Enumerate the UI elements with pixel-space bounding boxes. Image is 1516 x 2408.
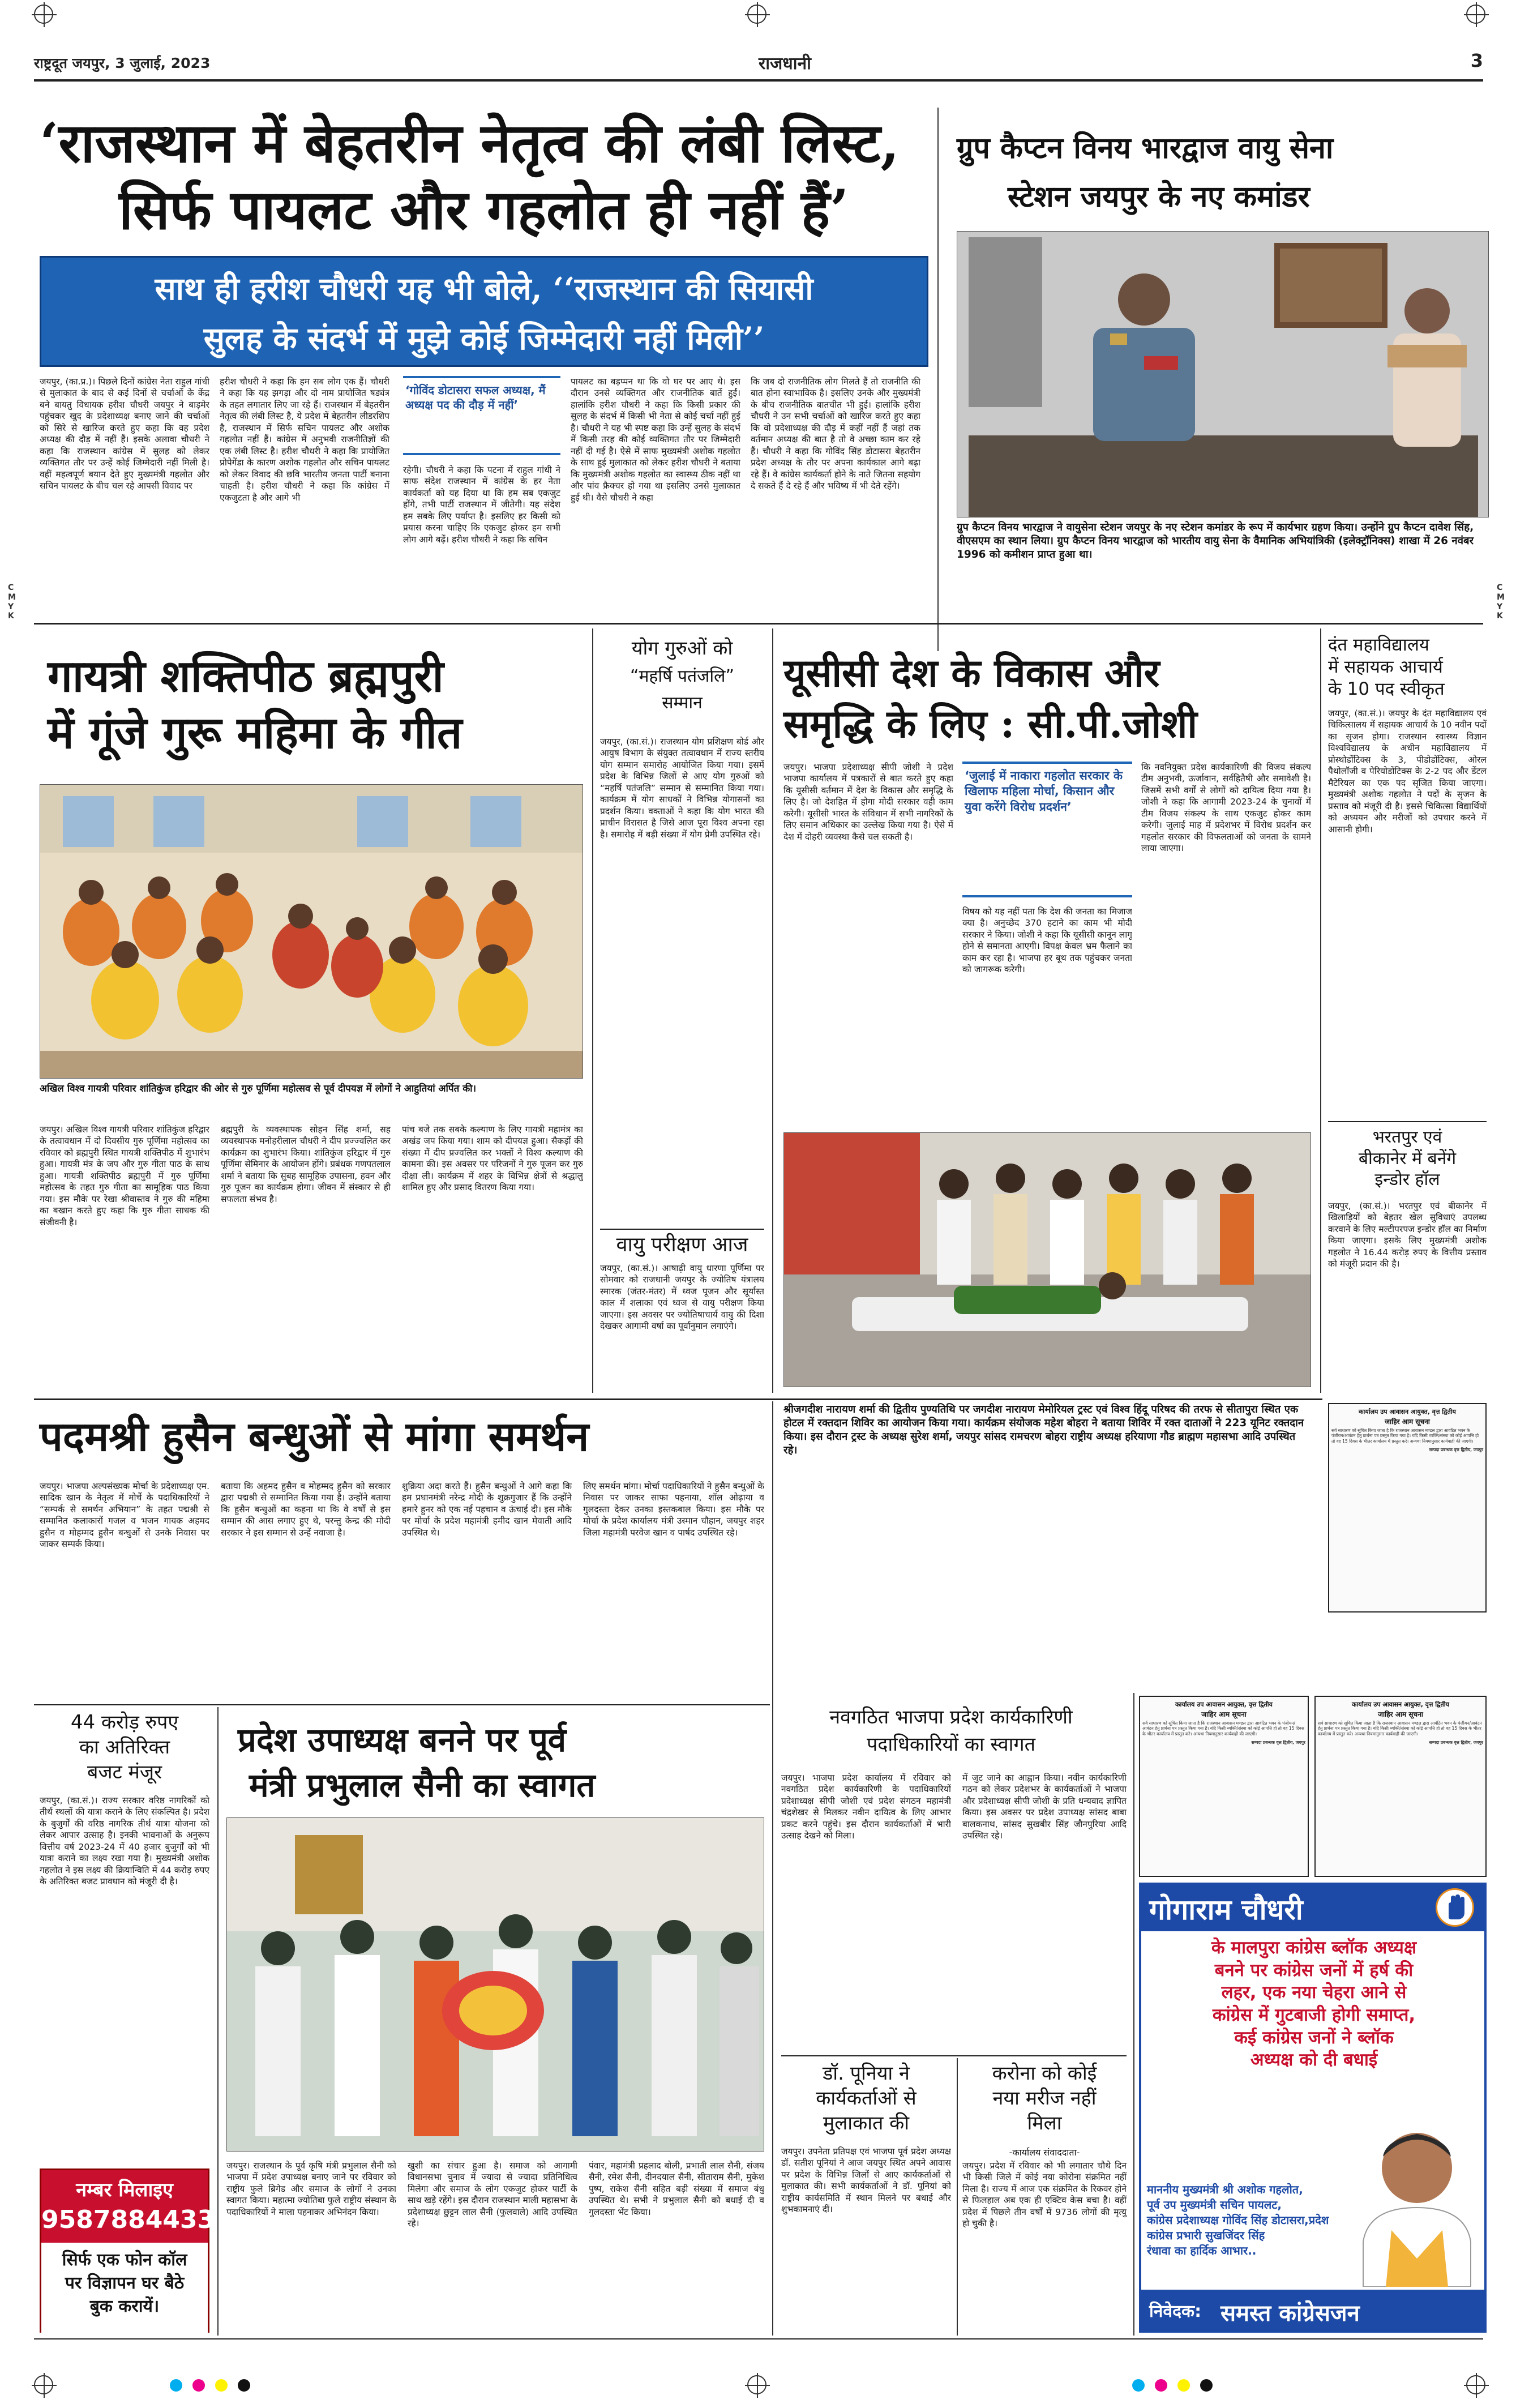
public-notice-3 — [1314, 1696, 1487, 1877]
lead-body-col2: हरीश चौधरी ने कहा कि हम सब लोग एक हैं। चौधरी ने कहा कि यह झगड़ा और दो नाम प्रायोजित षड्यंत्र के तहत लगातार लिए जा रहे हैं। राजस्थान में बेहतरीन नेतृत्व की लंबी लिस्ट है, ये प्रदेश में बेहतरीन लीडरशिप है, राजस्थान में सिर्फ सचिन पायलट और अशोक गहलोत नहीं हैं। कांग्रेस में अनुभवी राजनीतिज्ञों की एक लंबी लिस्ट है। हरीश चौधरी ने कहा कि प्रायोजित प्रोपेगेंडा के कारण अशोक गहलोत और सचिन पायलट को लेकर विवाद की छवि भारतीय जनता पार्टी बनाना चाहती है। हरीश चौधरी ने कहा कि कांग्रेस में एकजुटता है और आगे भी — [220, 377, 389, 503]
poonia-body: जयपुर। उपनेता प्रतिपक्ष एवं भाजपा पूर्व प्रदेश अध्यक्ष डॉ. सतीश पूनियां ने आज जयपुर स्थित अपने आवास पर प्रदेश के विभिन्न जिलों से आए कार्यकर्ताओं से मुलाकात की। सभी कार्यकर्ताओं ने डॉ. पूनियां को राष्ट्रीय कार्यसमिति में स्थान मिलने पर बधाई और शुभकामनाएं दीं। — [781, 2146, 951, 2215]
lead-subhead-line1: साथ ही हरीश चौधरी यह भी बोले, ‘‘राजस्थान की सियासी — [155, 270, 813, 307]
ucc-body-col1: जयपुर। भाजपा प्रदेशाध्यक्ष सीपी जोशी ने प्रदेश भाजपा कार्यालय में पत्रकारों से बात करते हुए कहा कि यूसीसी वर्तमान में देश के विकास और समृद्धि के लिए है। जो देशहित में होगा मोदी सरकार वही काम करेगी। यूसीसी भारत के संविधान में सभी नागरिकों के लिए समान अधिकार का उल्लेख किया गया है। ऐसे में देश में दोहरी व्यवस्था कैसे चल सकती है। — [783, 762, 953, 842]
lead-body-col5: कि जब दो राजनीतिक लोग मिलते हैं तो राजनीति की बात होना स्वाभाविक है। इसलिए उनके और मुख्यमंत्री के बीच राजनीतिक बातचीत भी हुई। हालांकि हरीश चौधरी ने उन सभी चर्चाओं को खारिज करते हुए कहा कि वो प्रदेशाध्यक्ष की दौड़ में कहीं नहीं हैं जहां तक वर्तमान अध्यक्ष की बात है तो वे अच्छा काम कर रहे हैं। चौधरी ने कहा कि गोविंद सिंह डोटासरा बेहतरीन प्रदेश अध्यक्ष के तौर पर अपना कार्यकाल आगे बढ़ा रहे हैं। वे कांग्रेस कार्यकर्ता होने के नाते जितना सहयोग दे सकते हैं दे रहे हैं और भविष्य में भी देते रहेंगे। — [751, 377, 920, 491]
gogaram-ad-thanks — [1147, 2182, 1362, 2259]
dental-body: जयपुर, (का.सं.)। जयपुर के दंत महाविद्यालय एवं चिकित्सालय में सहायक आचार्य के 10 नवीन पदों का सृजन होगा। राजस्थान स्वास्थ्य विज्ञान विश्वविद्यालय के अधीन महाविद्यालय में प्रोस्थोडोंटिक्स के 3, पीडोडोंटिक्स, ओरल पैथोलॉजी व पेरियोडोंटिक्स के 2-2 पद और डेंटल मैटेरियल का एक पद सृजित किया जाएगा। मुख्यमंत्री अशोक गहलोत ने पदों के सृजन के प्रस्ताव को मंजूरी दी है। इससे चिकित्सा विद्यार्थियों को अध्ययन और मरीजों को उपचार करने में आसानी होगी। — [1328, 708, 1487, 835]
section-rule-1 — [34, 623, 1483, 625]
gogaram-ad-thanks2: पूर्व उप मुख्यमंत्री सचिन पायलट, — [1147, 2198, 1282, 2212]
lead-headline-line2: सिर्फ पायलट और गहलोत ही नहीं हैं’ — [119, 178, 849, 242]
corona-headline-line2: नया मरीज नहीं — [992, 2087, 1097, 2110]
bjp-exec-headline-line1: नवगठित भाजपा प्रदेश कार्यकारिणी — [829, 1706, 1073, 1729]
bharatpur-headline-line2: बीकानेर में बनेंगे — [1358, 1148, 1457, 1169]
right-cmyk-mark: C M Y K — [1497, 583, 1505, 621]
column-rule-bottom-4 — [1133, 1693, 1134, 2336]
gogaram-ad-name-band — [1141, 1885, 1484, 1931]
corona-headline-line3: मिला — [1027, 2112, 1062, 2135]
gayatri-photo — [40, 784, 583, 1079]
blood-donation-photo-illustration — [784, 1133, 1311, 1387]
saini-headline-line1: प्रदेश उपाध्यक्ष बनने पर पूर्व — [238, 1721, 567, 1759]
gogaram-ad-thanks5: रंधावा का हार्दिक आभार.. — [1147, 2244, 1257, 2257]
padmashri-headline: पदमश्री हुसैन बन्धुओं से मांगा समर्थन — [40, 1412, 589, 1460]
public-notice-2-signature: सम्पदा प्रबन्धक वृत्त द्वितीय, जयपुर — [1251, 1739, 1305, 1745]
saini-body-col2: खुशी का संचार हुआ है। समाज को आगामी विधानसभा चुनाव में ज्यादा से ज्यादा प्रतिनिधित्व मिलेगा और समाज के लोग एकजुट होकर पार्टी के साथ खड़े रहेंगे। इस दौरान राजस्थान माली महासभा के प्रदेशाध्यक्ष छुट्टन लाल सैनी (फुलवाले) आदि उपस्थित रहे। — [408, 2161, 577, 2229]
bottom-rule — [34, 2338, 1483, 2339]
public-notice-3-title: कार्यालय उप आवासन आयुक्त, वृत्त द्वितीय — [1352, 1701, 1449, 1708]
lead-subhead-line2: सुलह के संदर्भ में मुझे कोई जिम्मेदारी नहीं मिली’’ — [203, 320, 765, 357]
gayatri-body-col3: पांच बजे तक सबके कल्याण के लिए गायत्री महामंत्र का अखंड जप किया गया। शाम को दीपयज्ञ हुआ। सैकड़ों की संख्या में दीप प्रज्वलित कर भक्तों ने विश्व कल्याण की कामना की। इस अवसर पर परिजनों ने गुरु पूजन कर गुरु दीक्षा ली। कार्यक्रम में शहर के विभिन्न क्षेत्रों से श्रद्धालु शामिल हुए और प्रसाद वितरण किया गया। — [402, 1124, 583, 1193]
masthead-dateline: राष्ट्रदूत जयपुर, 3 जुलाई, 2023 — [34, 55, 211, 71]
dental-bottom-rule — [1328, 1121, 1487, 1122]
bharatpur-headline — [1328, 1127, 1487, 1191]
bharatpur-body: जयपुर, (का.सं.)। भरतपुर एवं बीकानेर में खिलाड़ियों को बेहतर खेल सुविधाएं उपलब्ध करवाने के लिए मल्टीपरपज इन्डोर हॉल का निर्माण किया जाएगा। इसके लिए मुख्यमंत्री अशोक गहलोत ने 16.44 करोड़ रुपए के वित्तीय प्रस्ताव को मंजूरी प्रदान की है। — [1328, 1201, 1487, 1269]
bharatpur-headline-line1: भरतपुर एवं — [1372, 1127, 1442, 1147]
hand-icon — [1437, 1890, 1472, 1925]
black-dot-1 — [238, 2379, 250, 2392]
column-rule-bottom-3 — [957, 2058, 958, 2336]
number-ad-line1: नम्बर मिलाइए — [76, 2179, 173, 2201]
padmashri-body-col2: बताया कि अहमद हुसैन व मोहम्मद हुसैन को सरकार द्वारा पद्मश्री से सम्मानित किया गया है। उन्होंने बताया कि हुसैन बन्धुओं का कहना था कि वे वर्षों से इस सम्मान की आस लगाए हुए थे, परन्तु केन्द्र की मोदी सरकार ने इस सम्मान से उन्हें नवाजा है। — [221, 1481, 391, 1538]
gogaram-ad-footer-label: निवेदक: — [1149, 2302, 1202, 2321]
gogaram-ad-message — [1147, 1937, 1481, 2072]
number-ad-line4: बुक करायें। — [89, 2296, 160, 2316]
saini-body-col3: पंवार, महामंत्री प्रहलाद बोली, प्रभाती लाल सैनी, संजय सैनी, रमेश सैनी, दीनदयाल सैनी, सीताराम सैनी, मुकेश पुष्प, राकेश सैनी सहित बड़ी संख्या में समाज बंधु उपस्थित थे। सभी ने प्रभुलाल सैनी को बधाई दी व गुलदस्ता भेंट किया। — [589, 2161, 764, 2217]
lead-body-col4: पायलट का बड़प्पन था कि वो घर पर आए थे। इस दौरान उनसे व्यक्तिगत और राजनीतिक बातें हुईं। हालांकि हरीश चौधरी ने कहा कि किसी प्रकार की सुलह के संदर्भ में किसी भी नेता से कोई चर्चा नहीं हुई है। चौधरी ने यह भी स्पष्ट कहा कि उन्हें सुलह के संदर्भ में किसी तरह की कोई व्यक्तिगत तौर पर जिम्मेदारी नहीं दी गई है। ऐसे में साफ मुख्यमंत्री अशोक गहलोत के साथ हुई मुलाकात को लेकर हरीश चौधरी ने बताया कि मुख्यमंत्री अशोक गहलोत का स्वास्थ्य ठीक नहीं था और पांव फ्रैक्चर हो गया था इसलिए उनसे मुलाकात हुई थी। वैसे चौधरी ने कहा — [571, 377, 740, 503]
ucc-body-col2: विषय को यह नहीं पता कि देश की जनता का मिजाज क्या है। अनुच्छेद 370 हटाने का काम भी मोदी सरकार ने किया। जोशी ने कहा कि यूसीसी कानून लागू होने से समानता आएगी। विपक्ष केवल भ्रम फैलाने का काम कर रहा है। भाजपा हर बूथ तक पहुंचकर जनता को जागरूक करेगी। — [962, 906, 1132, 975]
congress-hand-logo — [1436, 1888, 1474, 1927]
lead-subhead-band — [40, 256, 928, 367]
gayatri-photo-illustration — [40, 785, 583, 1079]
gogaram-ad-line1: के मालपुरा कांग्रेस ब्लॉक अध्यक्ष — [1211, 1937, 1417, 1958]
column-rule-top-right — [937, 108, 939, 651]
lead-headline-line1: ‘राजस्थान में बेहतरीन नेतृत्व की लंबी लिस्ट, — [40, 111, 900, 175]
public-notice-1-signature: सम्पदा प्रबन्धक वृत्त द्वितीय, जयपुर — [1429, 1447, 1483, 1452]
gogaram-ad-thanks3: कांग्रेस प्रदेशाध्यक्ष गोविंद सिंह डोटासरा,प्रदेश — [1147, 2213, 1329, 2227]
vinay-photo-illustration — [957, 232, 1489, 517]
masthead-section: राजधानी — [759, 54, 811, 74]
bjp-exec-headline-line2: पदाधिकारियों का स्वागत — [866, 1733, 1036, 1756]
dental-headline-line3: के 10 पद स्वीकृत — [1328, 678, 1445, 699]
padmashri-body-col1: जयपुर। भाजपा अल्पसंख्यक मोर्चा के प्रदेशाध्यक्ष एम. सादिक खान के नेतृत्व में मोर्चे के पदाधिकारियों ने “सम्पर्क से समर्थन अभियान” के तहत पद्मश्री से सम्मानित कलाकारों गजल व भजन गायक अहमद हुसैन व मोहम्मद हुसैन बन्धुओं से उनके निवास पर जाकर सम्पर्क किया। — [40, 1481, 209, 1550]
budget-headline — [40, 1710, 209, 1785]
bjp-exec-body-col1: जयपुर। भाजपा प्रदेश कार्यालय में रविवार को नवगठित प्रदेश कार्यकारिणी के पदाधिकारियों प्रदेशाध्यक्ष सीपी जोशी एवं प्रदेश संगठन महामंत्री चंद्रशेखर से मिलकर नवीन दायित्व के लिए आभार प्रकट करने पहुंचे। इस दौरान कार्यकर्ताओं में भारी उत्साह देखने को मिला। — [781, 1773, 951, 1841]
section-rule-3 — [34, 1704, 770, 1705]
air-body: जयपुर, (का.सं.)। आषाढ़ी वायु धारणा पूर्णिमा पर सोमवार को राजधानी जयपुर के ज्योतिष यंत्रालय स्मारक (जंतर-मंतर) में ध्वज पूजन और सूर्यास्त काल में शलाका एवं ध्वज से वायु परीक्षण किया जाएगा। इस अवसर पर ज्योतिषाचार्य वायु की दिशा देखकर आगामी वर्षा का पूर्वानुमान लगाएंगे। — [600, 1263, 764, 1332]
section-rule-2 — [34, 1398, 1322, 1400]
column-rule-bottom-2 — [772, 1401, 773, 2336]
vinay-headline-line1: ग्रुप कैप्टन विनय भारद्वाज वायु सेना — [957, 131, 1334, 165]
magenta-dot-2 — [1155, 2379, 1167, 2392]
poonia-headline-line2: कार्यकर्ताओं से — [816, 2087, 917, 2110]
dental-headline-line2: में सहायक आचार्य — [1328, 656, 1443, 677]
column-rule-mid-3 — [1320, 628, 1321, 1393]
number-ad-number[interactable]: 9587884433 — [41, 2205, 215, 2234]
gogaram-ad-line5: कई कांग्रेस जनों ने ब्लॉक — [1234, 2027, 1394, 2048]
corona-headline — [962, 2061, 1127, 2136]
public-notice-2-body: सर्व साधारण को सूचित किया जाता है कि राजस्थान आवासन मण्डल द्वारा आवंटित भवन के पंजीयन/आवंटन हेतु प्रार्थना पत्र प्रस्तुत किया गया है। यदि किसी व्यक्ति/संस्था को कोई आपत्ति हो तो वह 15 दिवस के भीतर कार्यालय में प्रस्तुत करे। अन्यथा नियमानुसार कार्यवाही की जाएगी। — [1142, 1720, 1304, 1737]
public-notice-1-subtitle: जाहिर आम सूचना — [1385, 1417, 1430, 1426]
saini-photo — [226, 1817, 764, 2152]
budget-headline-line1: 44 करोड़ रुपए — [70, 1711, 179, 1734]
public-notice-2 — [1139, 1696, 1309, 1877]
cyan-dot-2 — [1132, 2379, 1145, 2392]
gayatri-body-col1: जयपुर। अखिल विश्व गायत्री परिवार शांतिकुंज हरिद्वार के तत्वावधान में दो दिवसीय गुरु पूर्णिमा महोत्सव का रविवार को ब्रह्मपुरी स्थित गायत्री शक्तिपीठ में शुभारंभ हुआ। गायत्री मंत्र के जप और गुरु गीता पाठ के साथ हुआ। गायत्री शक्तिपीठ ब्रह्मपुरी में गुरु पूर्णिमा महोत्सव के तहत गुरु गीता का सामूहिक पाठ किया गया। इस मौके पर रेखा श्रीवास्तव ने गुरु की महिमा का बखान करते हुए कहा कि गुरु गीता साधक की संजीवनी है। — [40, 1124, 209, 1227]
gogaram-portrait — [1352, 2117, 1482, 2287]
gogaram-ad — [1139, 1883, 1487, 2333]
yoga-headline-line3: सम्मान — [662, 693, 703, 713]
budget-headline-line3: बजट मंजूर — [87, 1761, 162, 1784]
poonia-headline-line3: मुलाकात की — [823, 2112, 910, 2135]
ucc-pullquote: ‘जुलाई में नाकारा गहलोत सरकार के खिलाफ महिला मोर्चा, किसान और युवा करेंगे विरोध प्रदर्शन’ — [962, 762, 1132, 897]
gogaram-ad-line6: अध्यक्ष को दी बधाई — [1250, 2050, 1378, 2071]
registration-mark-bottom-right — [1466, 2375, 1485, 2394]
registration-mark-top-right — [1466, 5, 1485, 24]
public-notice-3-subtitle: जाहिर आम सूचना — [1378, 1710, 1423, 1718]
yellow-dot-1 — [215, 2379, 228, 2392]
gogaram-ad-name: गोगाराम चौधरी — [1149, 1893, 1303, 1926]
gogaram-ad-thanks1: माननीय मुख्यमंत्री श्री अशोक गहलोत, — [1147, 2183, 1303, 2196]
budget-headline-line2: का अतिरिक्त — [79, 1736, 170, 1759]
blood-donation-photo — [783, 1132, 1311, 1387]
gogaram-ad-footer-name: समस्त कांग्रेसजन — [1220, 2300, 1360, 2326]
yoga-headline — [600, 634, 764, 713]
padmashri-body-col3: शुक्रिया अदा करते हैं। हुसैन बन्धुओं ने आगे कहा कि हम प्रधानमंत्री नरेन्द्र मोदी के शुक्रगुजार हैं कि उन्होंने हमारे हुनर को एक नई पहचान व ऊंचाई दी। इस मौके पर मोर्चा के प्रदेश महामंत्री हमीद खान मेवाती आदि उपस्थित थे। — [402, 1481, 572, 1538]
lead-pullquote: ‘गोविंद डोटासरा सफल अध्यक्ष, मैं अध्यक्ष पद की दौड़ में नहीं’ — [403, 376, 560, 455]
black-dot-2 — [1200, 2379, 1213, 2392]
public-notice-3-signature: सम्पदा प्रबन्धक वृत्त द्वितीय, जयपुर — [1429, 1739, 1483, 1745]
cyan-dot-1 — [170, 2379, 182, 2392]
saini-photo-illustration — [227, 1818, 764, 2152]
registration-mark-top-left — [34, 5, 53, 24]
gogaram-ad-footer — [1141, 2290, 1484, 2330]
corona-headline-line1: करोना को कोई — [992, 2062, 1097, 2085]
public-notice-2-subtitle: जाहिर आम सूचना — [1201, 1710, 1247, 1718]
ucc-headline-line2: समृद्धि के लिए : सी.पी.जोशी — [783, 702, 1198, 747]
saini-headline-line2: मंत्री प्रभुलाल सैनी का स्वागत — [249, 1766, 596, 1804]
gogaram-ad-line4: कांग्रेस में गुटबाजी होगी समाप्त, — [1212, 2005, 1416, 2026]
corona-byline: -कार्यालय संवाददाता- — [1009, 2147, 1080, 2158]
poonia-headline-line1: डॉ. पूनिया ने — [823, 2062, 910, 2085]
number-ad-lower-panel — [41, 2243, 208, 2334]
ucc-headline-line1: यूसीसी देश के विकास और — [783, 651, 1160, 696]
gogaram-ad-thanks4: कांग्रेस प्रभारी सुखजिंदर सिंह — [1147, 2229, 1265, 2242]
gayatri-body-col2: ब्रह्मपुरी के व्यवस्थापक सोहन सिंह शर्मा, सह व्यवस्थापक मनोहरीलाल चौधरी ने दीप प्रज्ज्वलित कर कार्यक्रम का शुभारंभ किया। शांतिकुंज हरिद्वार में गुरु पूर्णिमा सेमिनार के आयोजन होंगे। प्रबंधक गणपतलाल शर्मा ने बताया कि सुबह सामूहिक उपासना, हवन और गुरु पूजन का कार्यक्रम होगा। जीवन में संस्कार से ही सफलता संभव है। — [221, 1124, 391, 1204]
lead-body-col1: जयपुर, (का.प्र.)। पिछले दिनों कांग्रेस नेता राहुल गांधी से मुलाकात के बाद से कई दिनों से चर्चाओं के केंद्र बने बायतु विधायक हरीश चौधरी जयपुर ने बाड़मेर पहुंचकर खुद के प्रदेशाध्यक्ष बनाए जाने की चर्चाओं को सिरे से खारिज करते हुए कहा कि वह प्रदेश अध्यक्ष की दौड़ में नहीं हैं। इसके अलावा चौधरी ने कहा कि राजस्थान कांग्रेस में सुलह को लेकर व्यक्तिगत तौर पर उन्हें कोई जिम्मेदारी नहीं मिली है। वहीं महत्वपूर्ण बयान देते हुए मुख्यमंत्री गहलोत और सचिन पायलट के बीच चल रहे आपसी विवाद पर — [40, 377, 209, 491]
left-cmyk-mark: C M Y K — [8, 583, 16, 621]
public-notice-1 — [1328, 1403, 1487, 1613]
air-headline: वायु परीक्षण आज — [616, 1233, 748, 1256]
gogaram-ad-line3: लहर, एक नया चेहरा आने से — [1221, 1982, 1407, 2003]
column-rule-mid-1 — [592, 628, 593, 1393]
budget-body: जयपुर, (का.सं.)। राज्य सरकार वरिष्ठ नागरिकों को तीर्थ स्थलों की यात्रा कराने के लिए संकल्पित है। प्रदेश के बुजुर्गों की वरिष्ठ नागरिक तीर्थ यात्रा योजना को लेकर आपार उत्साह है। इनकी भावनाओं के अनुरूप वित्तीय वर्ष 2023-24 में 40 हजार बुजुर्गों को भी यात्रा कराने का लक्ष्य रखा गया है। मुख्यमंत्री अशोक गहलोत ने इस लक्ष्य की क्रियान्विति में 44 करोड़ रुपए के अतिरिक्त बजट प्रावधान को मंजूरी दी है। — [40, 1795, 209, 1887]
public-notice-1-title: कार्यालय उप आवासन आयुक्त, वृत्त द्वितीय — [1359, 1408, 1456, 1415]
magenta-dot-1 — [192, 2379, 205, 2392]
ucc-body-col3: कि नवनियुक्त प्रदेश कार्यकारिणी की विजय संकल्प टीम अनुभवी, ऊर्जावान, सर्वहितैषी और समावेशी है। जिसमें सभी वर्गों से लोगों को दायित्व दिया गया है। जोशी ने कहा कि आगामी 2023-24 के चुनावों में टीम विजय संकल्प के साथ एकजुट होकर काम करेगी। जुलाई माह में प्रदेशभर में विरोध प्रदर्शन कर गहलोत सरकार की विफलताओं को जनता के सामने लाया जाएगा। — [1141, 762, 1311, 854]
yoga-body: जयपुर, (का.सं.)। राजस्थान योग प्रशिक्षण बोर्ड और आयुष विभाग के संयुक्त तत्वावधान में राज्य स्तरीय योग सम्मान समारोह आयोजित किया गया। इसमें प्रदेश के विभिन्न जिलों से आए योग गुरुओं को “महर्षि पतंजलि” सम्मान से सम्मानित किया गया। कार्यक्रम में योग साधकों ने विभिन्न योगासनों का प्रदर्शन किया। वक्ताओं ने कहा कि योग भारत की प्राचीन विरासत है जिसे आज पूरा विश्व अपना रहा है। समारोह में बड़ी संख्या में योग प्रेमी उपस्थित रहे। — [600, 737, 764, 840]
vinay-headline-line2: स्टेशन जयपुर के नए कमांडर — [1008, 179, 1310, 214]
bjp-exec-body-col2: में जुट जाने का आह्वान किया। नवीन कार्यकारिणी गठन को लेकर प्रदेशभर के कार्यकर्ताओं ने भाजपा और प्रदेशाध्यक्ष सीपी जोशी के प्रति धन्यवाद ज्ञापित किया। इस अवसर पर प्रदेश उपाध्यक्ष सांसद बाबा बालकनाथ, सांसद सुखबीर सिंह जौनपुरिया आदि उपस्थित रहे। — [962, 1773, 1127, 1841]
column-rule-mid-2 — [772, 628, 773, 1393]
saini-body-col1: जयपुर। राजस्थान के पूर्व कृषि मंत्री प्रभुलाल सैनी को भाजपा में प्रदेश उपाध्यक्ष बनाए जाने पर रविवार को राष्ट्रीय फुले ब्रिगेड और समाज के लोगों ने उनका स्वागत किया। महात्मा ज्योतिबा फुले राष्ट्रीय संस्थान के पदाधिकारियों ने माला पहनाकर अभिनंदन किया। — [226, 2161, 396, 2217]
yoga-headline-line1: योग गुरुओं को — [631, 637, 733, 660]
bharatpur-headline-line3: इन्डोर हॉल — [1374, 1170, 1440, 1190]
lead-body-col3: रहेगी। चौधरी ने कहा कि पटना में राहुल गांधी ने साफ संदेश राजस्थान में कांग्रेस के हर नेता कार्यकर्ता को यह दिया था कि हम सब एकजुट होंगे, तभी पार्टी राजस्थान में जीतेगी। यह संदेश हम सबके लिए पर्याप्त है। इसलिए हर किसी को प्रयास करना चाहिए कि एकजुट होकर हम सभी लोग आगे बढ़ें। हरीश चौधरी ने कहा कि सचिन — [403, 465, 560, 545]
masthead — [34, 48, 1483, 77]
padmashri-body-col4: लिए समर्थन मांगा। मोर्चा पदाधिकारियों ने हुसैन बन्धुओं के निवास पर जाकर साफा पहनाया, शॉल ओढ़ाया व गुलदस्ता देकर उनका इस्तकबाल किया। इस मौके पर मोर्चा के प्रदेश कार्यालय मंत्री उस्मान चौहान, जयपुर शहर जिला महामंत्री परवेज खान व पार्षद उपस्थित रहे। — [583, 1481, 764, 1538]
column-rule-bottom-1 — [217, 1707, 219, 2336]
yellow-dot-2 — [1177, 2379, 1190, 2392]
corona-body: जयपुर। प्रदेश में रविवार को भी लगातार चौथे दिन भी किसी जिले में कोई नया कोरोना संक्रमित नहीं मिला है। राज्य में आज एक संक्रमित के रिकवर होने से फिलहाल अब एक ही एक्टिव केस बचा है। वहीं प्रदेश में पिछले तीन वर्षों में 9736 लोगों की मृत्यु हो चुकी है। — [962, 2161, 1127, 2229]
masthead-rule — [34, 79, 1483, 82]
bjp-exec-bottom-rule — [781, 2055, 1127, 2056]
registration-mark-top-center — [747, 5, 766, 24]
public-notice-1-body: सर्व साधारण को सूचित किया जाता है कि राजस्थान आवासन मण्डल द्वारा आवंटित भवन के पंजीयन/आवंटन हेतु प्रार्थना पत्र प्रस्तुत किया गया है। यदि किसी व्यक्ति/संस्था को कोई आपत्ति हो तो वह 15 दिवस के भीतर कार्यालय में प्रस्तुत करे। अन्यथा नियमानुसार कार्यवाही की जाएगी। — [1331, 1427, 1479, 1444]
registration-mark-bottom-center — [747, 2375, 766, 2394]
gayatri-caption: अखिल विश्व गायत्री परिवार शांतिकुंज हरिद्वार की ओर से गुरु पूर्णिमा महोत्सव से पूर्व दीपयज्ञ में लोगों ने आहुतियां अर्पित की। — [40, 1083, 477, 1094]
page-number: 3 — [1470, 50, 1483, 71]
gogaram-portrait-illustration — [1352, 2117, 1482, 2287]
bjp-exec-headline — [781, 1704, 1121, 1758]
dental-headline-line1: दंत महाविद्यालय — [1328, 635, 1429, 655]
gogaram-ad-line2: बनने पर कांग्रेस जनों में हर्ष की — [1214, 1960, 1414, 1981]
vinay-caption: ग्रुप कैप्टन विनय भारद्वाज ने वायुसेना स्टेशन जयपुर के नए स्टेशन कमांडर के रूप में कार्यभार ग्रहण किया। उन्होंने ग्रुप कैप्टन दावेश सिंह, वीएसएम का स्थान लिया। ग्रुप कैप्टन विनय भारद्वाज को भारतीय वायु सेना के वैमानिक अभियांत्रिकी (इलेक्ट्रॉनिक्स) शाखा में 26 नवंबर 1996 को कमीशन प्राप्त हुआ था। — [957, 521, 1474, 561]
yoga-headline-line2: “महर्षि पतंजलि” — [629, 666, 735, 686]
blood-donation-caption: श्रीजगदीश नारायण शर्मा की द्वितीय पुण्यतिथि पर जगदीश नारायण मेमोरियल ट्रस्ट एवं विश्व हिंदू परिषद की तरफ से सीतापुरा स्थित एक होटल में रक्तदान शिविर का आयोजन किया गया। कार्यक्रम संयोजक महेश बोहरा ने बताया शिविर में रक्त दाताओं ने 223 यूनिट रक्तदान किया। इस दौरान ट्रस्ट के अध्यक्ष सुरेश शर्मा, जयपुर सांसद रामचरण बोहरा राष्ट्रीय अध्यक्ष हरियाणा गौड ब्राह्मण महासभा आदि उपस्थित रहे। — [783, 1404, 1304, 1457]
vinay-photo — [957, 231, 1489, 517]
public-notice-2-title: कार्यालय उप आवासन आयुक्त, वृत्त द्वितीय — [1175, 1701, 1273, 1708]
gayatri-headline-line1: गायत्री शक्तिपीठ ब्रह्मपुरी — [48, 651, 444, 702]
poonia-headline — [781, 2061, 951, 2136]
registration-mark-bottom-left — [34, 2375, 53, 2394]
air-top-rule — [600, 1229, 764, 1230]
public-notice-3-body: सर्व साधारण को सूचित किया जाता है कि राजस्थान आवासन मण्डल द्वारा आवंटित भवन के पंजीयन/आवंटन हेतु प्रार्थना पत्र प्रस्तुत किया गया है। यदि किसी व्यक्ति/संस्था को कोई आपत्ति हो तो वह 15 दिवस के भीतर कार्यालय में प्रस्तुत करे। अन्यथा नियमानुसार कार्यवाही की जाएगी। — [1318, 1720, 1482, 1737]
dental-headline — [1328, 634, 1487, 700]
number-ad-line3: पर विज्ञापन घर बैठे — [65, 2273, 185, 2293]
number-ad-line2: सिर्फ एक फोन कॉल — [62, 2250, 187, 2270]
gayatri-headline-line2: में गूंजे गुरू महिमा के गीत — [48, 707, 462, 759]
number-ad — [40, 2169, 215, 2333]
